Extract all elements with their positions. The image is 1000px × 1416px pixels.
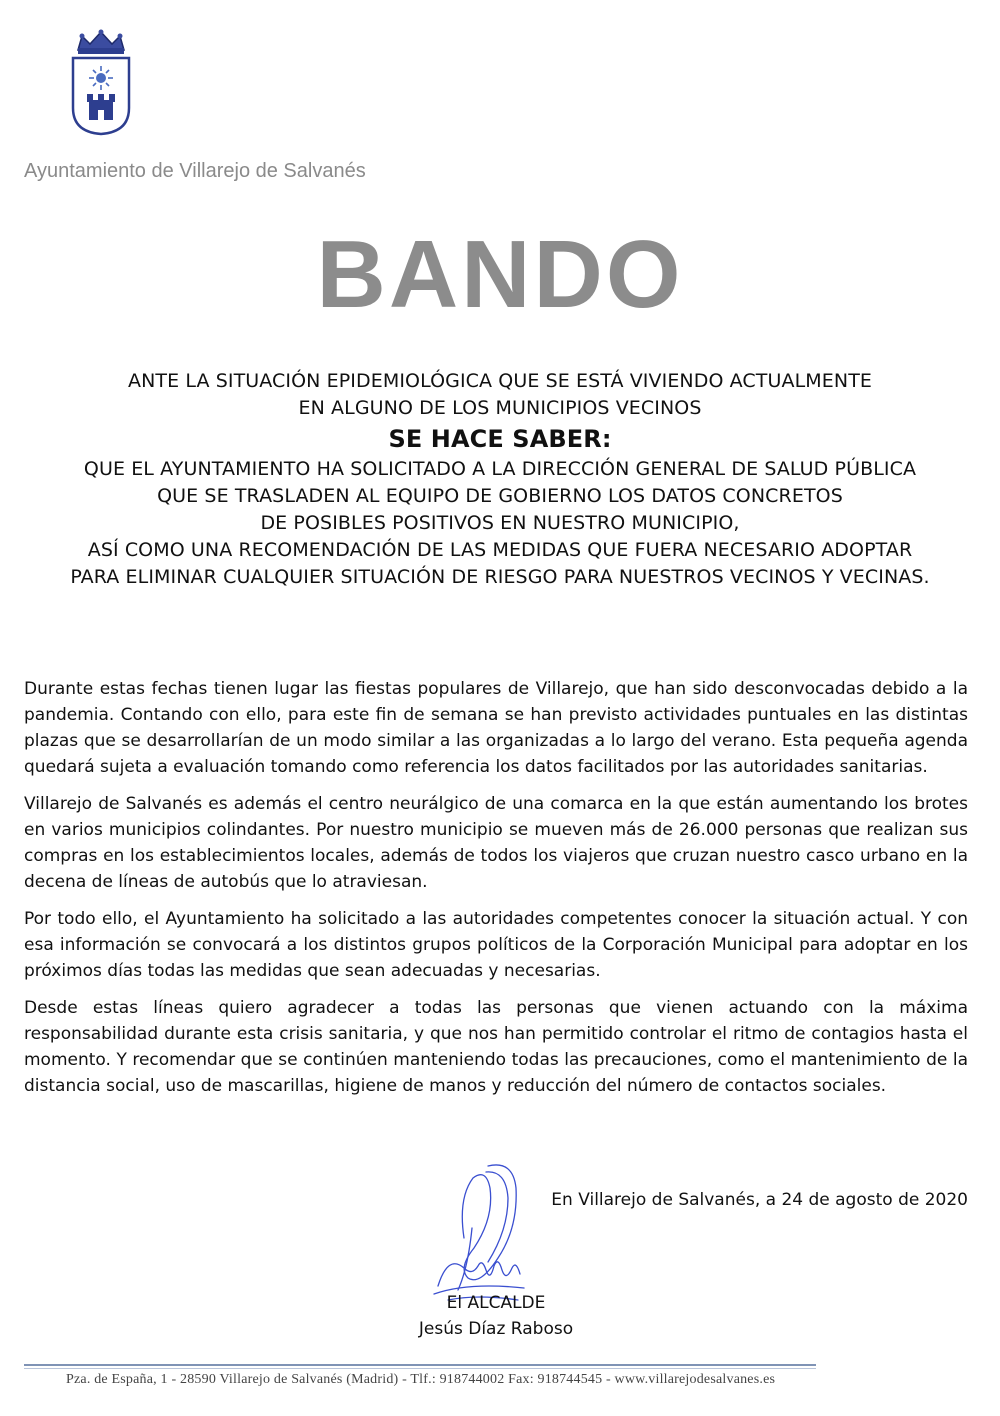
statement-line: ASÍ COMO UNA RECOMENDACIÓN DE LAS MEDIDAS QUE FUERA NECESARIO ADOPTAR [87, 539, 913, 561]
proclamation [0, 368, 1000, 591]
proclamation-line: EN ALGUNO DE LOS MUNICIPIOS VECINOS [298, 397, 702, 419]
organization-name: Ayuntamiento de Villarejo de Salvanés [24, 160, 366, 182]
proclamation-line: ANTE LA SITUACIÓN EPIDEMIOLÓGICA QUE SE ESTÁ VIVIENDO ACTUALMENTE [127, 370, 873, 392]
statement-line: PARA ELIMINAR CUALQUIER SITUACIÓN DE RIESGO PARA NUESTROS VECINOS Y VECINAS. [70, 566, 930, 588]
footer-contact: Pza. de España, 1 - 28590 Villarejo de Salvanés (Madrid) - Tlf.: 918744002 Fax: 918744545 - www.villarejodesalvanes.es [66, 1372, 776, 1387]
signatory-role: El ALCALDE [446, 1293, 546, 1313]
date-line: En Villarejo de Salvanés, a 24 de agosto de 2020 [551, 1190, 968, 1210]
signatory [386, 1290, 606, 1342]
signatory-name: Jesús Díaz Raboso [418, 1319, 574, 1339]
body-paragraph: Desde estas líneas quiero agradecer a todas las personas que vienen actuando con la máxima responsabilidad durante esta crisis sanitaria, y que nos han permitido controlar el ritmo de contagios hasta el momento. Y recomendar que se continúen manteniendo todas las precauciones, como el mantenimiento de la distancia social, uso de mascarillas, higiene de manos y reducción del número de contactos sociales. [24, 998, 968, 1096]
body-paragraph: Villarejo de Salvanés es además el centro neurálgico de una comarca en la que están aumentando los brotes en varios municipios colindantes. Por nuestro municipio se mueven más de 26.000 personas que realizan sus compras en los establecimientos locales, además de todos los viajeros que cruzan nuestro casco urbano en la decena de líneas de autobús que lo atraviesan. [24, 794, 968, 892]
body-paragraph: Durante estas fechas tienen lugar las fiestas populares de Villarejo, que han sido desconvocadas debido a la pandemia. Contando con ello, para este fin de semana se han previsto actividades puntuales en las distintas plazas que se desarrollarían de un modo similar a las organizadas a lo largo del verano. Esta pequeña agenda quedará sujeta a evaluación tomando como referencia los datos facilitados por las autoridades sanitarias. [24, 679, 968, 777]
footer-divider [24, 1364, 816, 1366]
statement-line: QUE EL AYUNTAMIENTO HA SOLICITADO A LA DIRECCIÓN GENERAL DE SALUD PÚBLICA [83, 458, 917, 480]
body-paragraph: Por todo ello, el Ayuntamiento ha solicitado a las autoridades competentes conocer la situación actual. Y con esa información se convocará a los distintos grupos políticos de la Corporación Municipal para adoptar en los próximos días todas las medidas que sean adecuadas y necesarias. [24, 909, 968, 981]
statement-line: DE POSIBLES POSITIVOS EN NUESTRO MUNICIPIO, [260, 512, 740, 534]
page-title: BANDO [316, 221, 684, 328]
statement-line: QUE SE TRASLADEN AL EQUIPO DE GOBIERNO LOS DATOS CONCRETOS [157, 485, 843, 507]
proclamation-heading: SE HACE SABER: [388, 425, 612, 453]
coat-of-arms-icon [70, 28, 132, 136]
body-text [24, 676, 968, 1110]
footer-divider-thin [24, 1368, 816, 1369]
